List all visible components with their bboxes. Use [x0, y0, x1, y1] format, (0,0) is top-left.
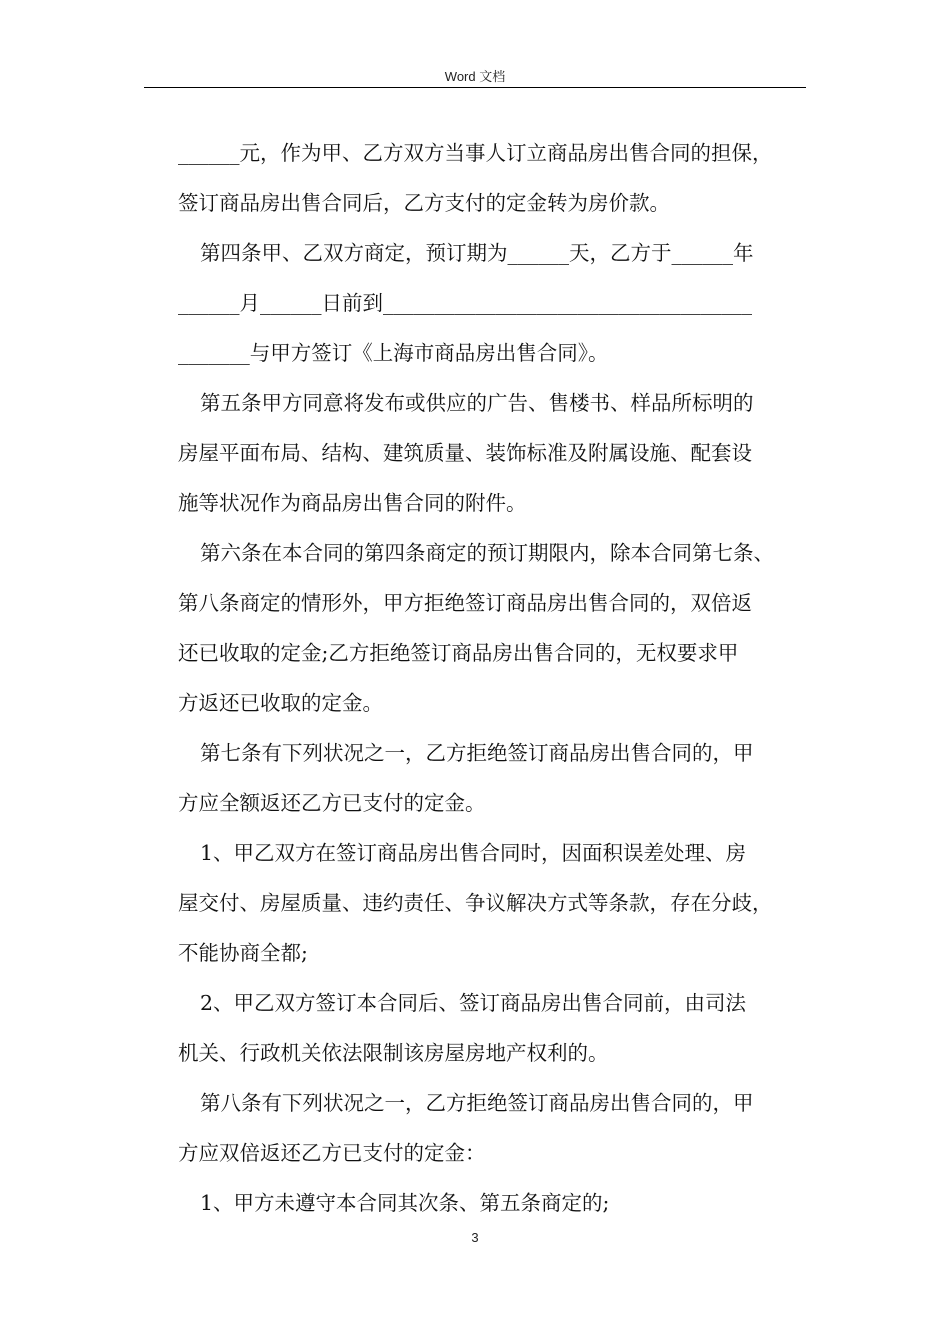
page-number: 3 — [471, 1230, 479, 1245]
text-line: 方应双倍返还乙方已支付的定金： — [178, 1141, 486, 1165]
text-line: 方应全额返还乙方已支付的定金。 — [178, 791, 486, 815]
text-line: 不能协商全都; — [178, 941, 308, 965]
text-line: 第四条甲、乙双方商定，预订期为______天，乙方于______年 — [200, 241, 754, 265]
text-line: 第七条有下列状况之一，乙方拒绝签订商品房出售合同的，甲 — [200, 741, 754, 765]
text-line: 房屋平面布局、结构、建筑质量、装饰标准及附属设施、配套设 — [178, 441, 752, 465]
text-line: 第六条在本合同的第四条商定的预订期限内，除本合同第七条、 — [200, 541, 774, 565]
text-line: 屋交付、房屋质量、违约责任、争议解决方式等条款，存在分歧， — [178, 891, 773, 915]
text-line: ______元，作为甲、乙方双方当事人订立商品房出售合同的担保， — [178, 141, 773, 165]
text-line: ______月______日前到____________________________________ — [178, 291, 752, 315]
text-line: 还已收取的定金;乙方拒绝签订商品房出售合同的，无权要求甲 — [178, 641, 739, 665]
text-line: 1、甲方未遵守本合同其次条、第五条商定的; — [200, 1191, 610, 1215]
text-line: _______与甲方签订《上海市商品房出售合同》。 — [178, 341, 609, 365]
text-line: 签订商品房出售合同后，乙方支付的定金转为房价款。 — [178, 191, 670, 215]
text-line: 机关、行政机关依法限制该房屋房地产权利的。 — [178, 1041, 609, 1065]
text-line: 施等状况作为商品房出售合同的附件。 — [178, 491, 527, 515]
text-line: 2、甲乙双方签订本合同后、签订商品房出售合同前，由司法 — [200, 991, 747, 1015]
text-line: 第五条甲方同意将发布或供应的广告、售楼书、样品所标明的 — [200, 391, 754, 415]
page-header-title: Word 文档 — [444, 69, 506, 84]
document-body — [178, 128, 818, 1228]
header-divider — [144, 87, 806, 88]
text-line: 方返还已收取的定金。 — [178, 691, 383, 715]
text-line: 第八条商定的情形外，甲方拒绝签订商品房出售合同的，双倍返 — [178, 591, 752, 615]
text-line: 1、甲乙双方在签订商品房出售合同时，因面积误差处理、房 — [200, 841, 747, 865]
text-line: 第八条有下列状况之一，乙方拒绝签订商品房出售合同的，甲 — [200, 1091, 754, 1115]
